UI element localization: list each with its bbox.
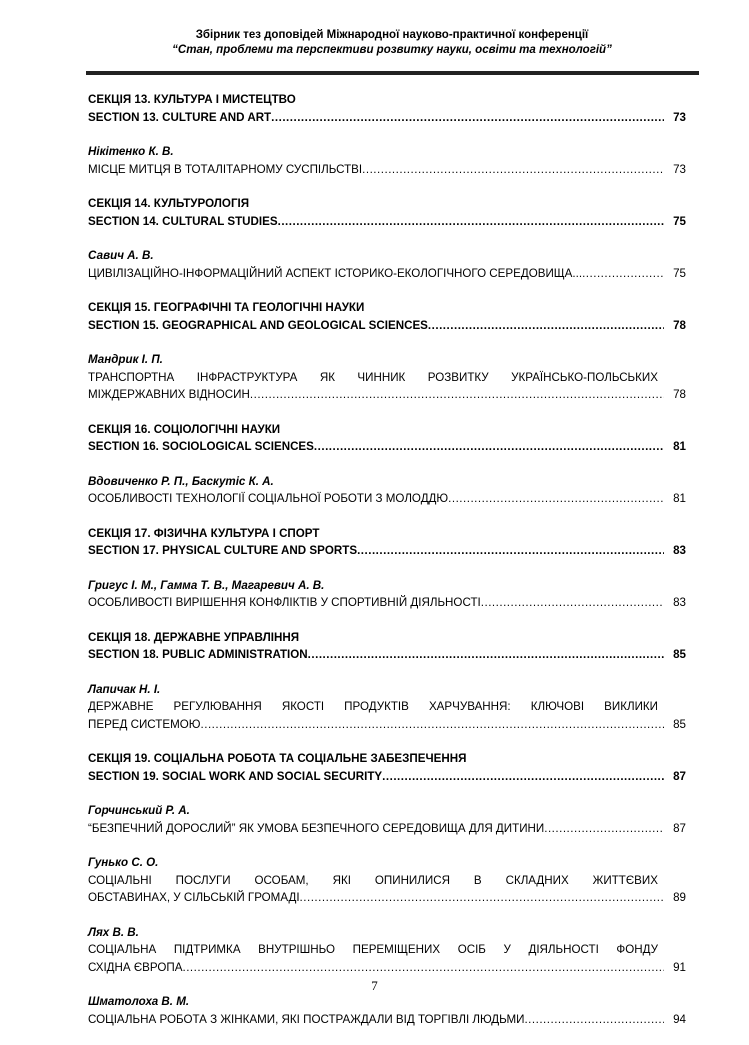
entry-author: Гунько С. О. bbox=[88, 856, 159, 869]
dot-leader bbox=[271, 109, 664, 127]
toc-page-number: 87 bbox=[673, 821, 686, 835]
header-line-2: “Стан, проблеми та перспективи розвитку науки, освіти та технологій” bbox=[172, 44, 612, 56]
section-title-ua: СЕКЦІЯ 14. КУЛЬТУРОЛОГІЯ bbox=[88, 197, 250, 210]
toc-section bbox=[88, 195, 686, 230]
toc-line-text: МІСЦЕ МИТЦЯ В ТОТАЛІТАРНОМУ СУСПІЛЬСТВІ bbox=[88, 162, 363, 176]
toc-line-text: ДЕРЖАВНЕ РЕГУЛЮВАННЯ ЯКОСТІ ПРОДУКТІВ ХАРЧУВАННЯ: КЛЮЧОВІ ВИКЛИКИ bbox=[88, 700, 658, 713]
section-title-ua: СЕКЦІЯ 18. ДЕРЖАВНЕ УПРАВЛІННЯ bbox=[88, 630, 300, 644]
section-heading bbox=[88, 629, 686, 664]
toc-line bbox=[88, 594, 686, 612]
toc-line-text: SECTION 13. CULTURE AND ART bbox=[88, 110, 272, 124]
toc-line-text: “БЕЗПЕЧНИЙ ДОРОСЛИЙ” ЯК УМОВА БЕЗПЕЧНОГО СЕРЕДОВИЩА ДЛЯ ДИТИНИ bbox=[88, 821, 545, 835]
toc-page-number: 94 bbox=[673, 1012, 686, 1026]
dot-leader bbox=[382, 768, 664, 786]
section-heading bbox=[88, 750, 686, 785]
toc-entry bbox=[88, 681, 686, 734]
dot-leader bbox=[582, 265, 664, 283]
toc-line-text: SECTION 15. GEOGRAPHICAL AND GEOLOGICAL SCIENCES bbox=[88, 318, 428, 332]
toc-section bbox=[88, 91, 686, 126]
section-title-ua: СЕКЦІЯ 15. ГЕОГРАФІЧНІ ТА ГЕОЛОГІЧНІ НАУКИ bbox=[88, 301, 365, 314]
dot-leader bbox=[481, 594, 664, 612]
dot-leader bbox=[524, 1011, 664, 1029]
toc-line bbox=[88, 369, 686, 387]
toc-line bbox=[88, 161, 686, 179]
toc-section bbox=[88, 525, 686, 560]
dot-leader bbox=[357, 542, 664, 560]
section-heading bbox=[88, 421, 686, 456]
toc-entry bbox=[88, 143, 686, 178]
toc-line bbox=[88, 109, 686, 127]
header-rule bbox=[86, 71, 699, 75]
dot-leader bbox=[448, 490, 664, 508]
toc-line-text: СОЦІАЛЬНА ПІДТРИМКА ВНУТРІШНЬО ПЕРЕМІЩЕНИХ ОСІБ У ДІЯЛЬНОСТІ ФОНДУ bbox=[88, 943, 658, 956]
toc-line bbox=[88, 768, 686, 786]
toc-section bbox=[88, 421, 686, 456]
toc-entry bbox=[88, 577, 686, 612]
dot-leader bbox=[182, 959, 664, 977]
toc-line-text: СХІДНА ЄВРОПА bbox=[88, 960, 183, 974]
entry-author: Лапичак Н. І. bbox=[88, 682, 161, 696]
dot-leader bbox=[314, 438, 664, 456]
toc-line-text: ЦИВІЛІЗАЦІЙНО-ІНФОРМАЦІЙНИЙ АСПЕКТ ІСТОРИКО-ЕКОЛОГІЧНОГО СЕРЕДОВИЩА... bbox=[88, 266, 583, 280]
section-heading bbox=[88, 91, 686, 126]
toc-page-number: 75 bbox=[673, 214, 686, 228]
entry-author: Мандрик І. П. bbox=[88, 353, 163, 366]
toc-line-text: ОБСТАВИНАХ, У СІЛЬСЬКІЙ ГРОМАДІ bbox=[88, 891, 300, 904]
toc-line bbox=[88, 490, 686, 508]
toc-page-number: 81 bbox=[673, 440, 686, 453]
entry-author: Горчинський Р. А. bbox=[88, 804, 190, 817]
toc-line bbox=[88, 542, 686, 560]
toc-line bbox=[88, 872, 686, 890]
toc-line bbox=[88, 889, 686, 907]
entry-author: Шматолоха В. М. bbox=[88, 995, 190, 1008]
table-of-contents bbox=[88, 91, 686, 1045]
toc-line bbox=[88, 1011, 686, 1029]
toc-line-text: ТРАНСПОРТНА ІНФРАСТРУКТУРА ЯК ЧИННИК РОЗВИТКУ УКРАЇНСЬКО-ПОЛЬСЬКИХ bbox=[88, 370, 658, 384]
entry-author: Нікітенко К. В. bbox=[88, 145, 174, 158]
toc-line-text: ОСОБЛИВОСТІ ВИРІШЕННЯ КОНФЛІКТІВ У СПОРТИВНІЙ ДІЯЛЬНОСТІ bbox=[88, 596, 481, 609]
entry-author: Вдовиченко Р. П., Баскутіс К. А. bbox=[88, 474, 274, 488]
toc-entry bbox=[88, 924, 686, 977]
toc-line-text: SECTION 16. SOCIOLOGICAL SCIENCES bbox=[88, 440, 314, 453]
toc-line bbox=[88, 716, 686, 734]
toc-line-text: SECTION 19. SOCIAL WORK AND SOCIAL SECURITY bbox=[88, 769, 383, 783]
dot-leader bbox=[362, 161, 664, 179]
section-title-ua: СЕКЦІЯ 19. СОЦІАЛЬНА РОБОТА ТА СОЦІАЛЬНЕ ЗАБЕЗПЕЧЕННЯ bbox=[88, 752, 467, 765]
toc-page-number: 78 bbox=[673, 318, 686, 332]
entry-author: Григус І. М., Гамма Т. В., Магаревич А. В. bbox=[88, 578, 325, 592]
toc-page-number: 85 bbox=[673, 648, 686, 661]
toc-page-number: 81 bbox=[673, 492, 686, 505]
toc-line-text: ПЕРЕД СИСТЕМОЮ bbox=[88, 717, 201, 731]
document-header bbox=[88, 28, 696, 58]
toc-entry bbox=[88, 993, 686, 1028]
toc-entry bbox=[88, 351, 686, 404]
toc-section bbox=[88, 629, 686, 664]
toc-entry bbox=[88, 802, 686, 837]
dot-leader bbox=[308, 646, 664, 664]
toc-section bbox=[88, 299, 686, 334]
toc-page-number: 73 bbox=[673, 162, 686, 176]
toc-line-text: ОСОБЛИВОСТІ ТЕХНОЛОГІЇ СОЦІАЛЬНОЇ РОБОТИ З МОЛОДДЮ bbox=[88, 492, 449, 505]
toc-line-text: SECTION 14. CULTURAL STUDIES bbox=[88, 214, 278, 228]
entry-author: Савич А. В. bbox=[88, 249, 154, 262]
toc-line-text: SECTION 17. PHYSICAL CULTURE AND SPORTS bbox=[88, 544, 358, 557]
toc-line-text: СОЦІАЛЬНА РОБОТА З ЖІНКАМИ, ЯКІ ПОСТРАЖДАЛИ ВІД ТОРГІВЛІ ЛЮДЬМИ bbox=[88, 1012, 525, 1026]
dot-leader bbox=[544, 820, 664, 838]
toc-line bbox=[88, 698, 686, 716]
toc-line bbox=[88, 265, 686, 283]
toc-page-number: 83 bbox=[673, 596, 686, 609]
toc-page-number: 83 bbox=[673, 544, 686, 557]
toc-line bbox=[88, 820, 686, 838]
toc-line bbox=[88, 959, 686, 977]
section-title-ua: СЕКЦІЯ 16. СОЦІОЛОГІЧНІ НАУКИ bbox=[88, 422, 281, 436]
dot-leader bbox=[201, 716, 664, 734]
dot-leader bbox=[428, 317, 664, 335]
toc-page-number: 78 bbox=[673, 388, 686, 401]
toc-entry bbox=[88, 247, 686, 282]
toc-entry bbox=[88, 473, 686, 508]
section-title-ua: СЕКЦІЯ 13. КУЛЬТУРА І МИСТЕЦТВО bbox=[88, 93, 296, 106]
toc-line-text: SECTION 18. PUBLIC ADMINISTRATION bbox=[88, 648, 308, 661]
toc-line bbox=[88, 941, 686, 959]
dot-leader bbox=[278, 213, 664, 231]
toc-page-number: 91 bbox=[673, 960, 686, 974]
section-title-ua: СЕКЦІЯ 17. ФІЗИЧНА КУЛЬТУРА І СПОРТ bbox=[88, 526, 320, 540]
toc-line bbox=[88, 646, 686, 664]
section-heading bbox=[88, 525, 686, 560]
dot-leader bbox=[300, 889, 664, 907]
section-heading bbox=[88, 195, 686, 230]
toc-page-number: 87 bbox=[673, 769, 686, 783]
toc-page-number: 73 bbox=[673, 110, 686, 124]
toc-section bbox=[88, 750, 686, 785]
toc-page-number: 85 bbox=[673, 717, 686, 731]
section-heading bbox=[88, 299, 686, 334]
page-number: 7 bbox=[371, 978, 378, 993]
toc-line bbox=[88, 213, 686, 231]
header-line-1: Збірник тез доповідей Міжнародної науково-практичної конференції bbox=[195, 29, 589, 41]
toc-entry bbox=[88, 854, 686, 907]
dot-leader bbox=[250, 386, 664, 404]
toc-line bbox=[88, 386, 686, 404]
toc-page-number: 89 bbox=[673, 891, 686, 904]
toc-line-text: МІЖДЕРЖАВНИХ ВІДНОСИН bbox=[88, 388, 250, 401]
entry-author: Лях В. В. bbox=[88, 925, 139, 939]
toc-page-number: 75 bbox=[673, 266, 686, 280]
toc-line bbox=[88, 317, 686, 335]
toc-line bbox=[88, 438, 686, 456]
toc-line-text: СОЦІАЛЬНІ ПОСЛУГИ ОСОБАМ, ЯКІ ОПИНИЛИСЯ В СКЛАДНИХ ЖИТТЄВИХ bbox=[88, 873, 658, 887]
